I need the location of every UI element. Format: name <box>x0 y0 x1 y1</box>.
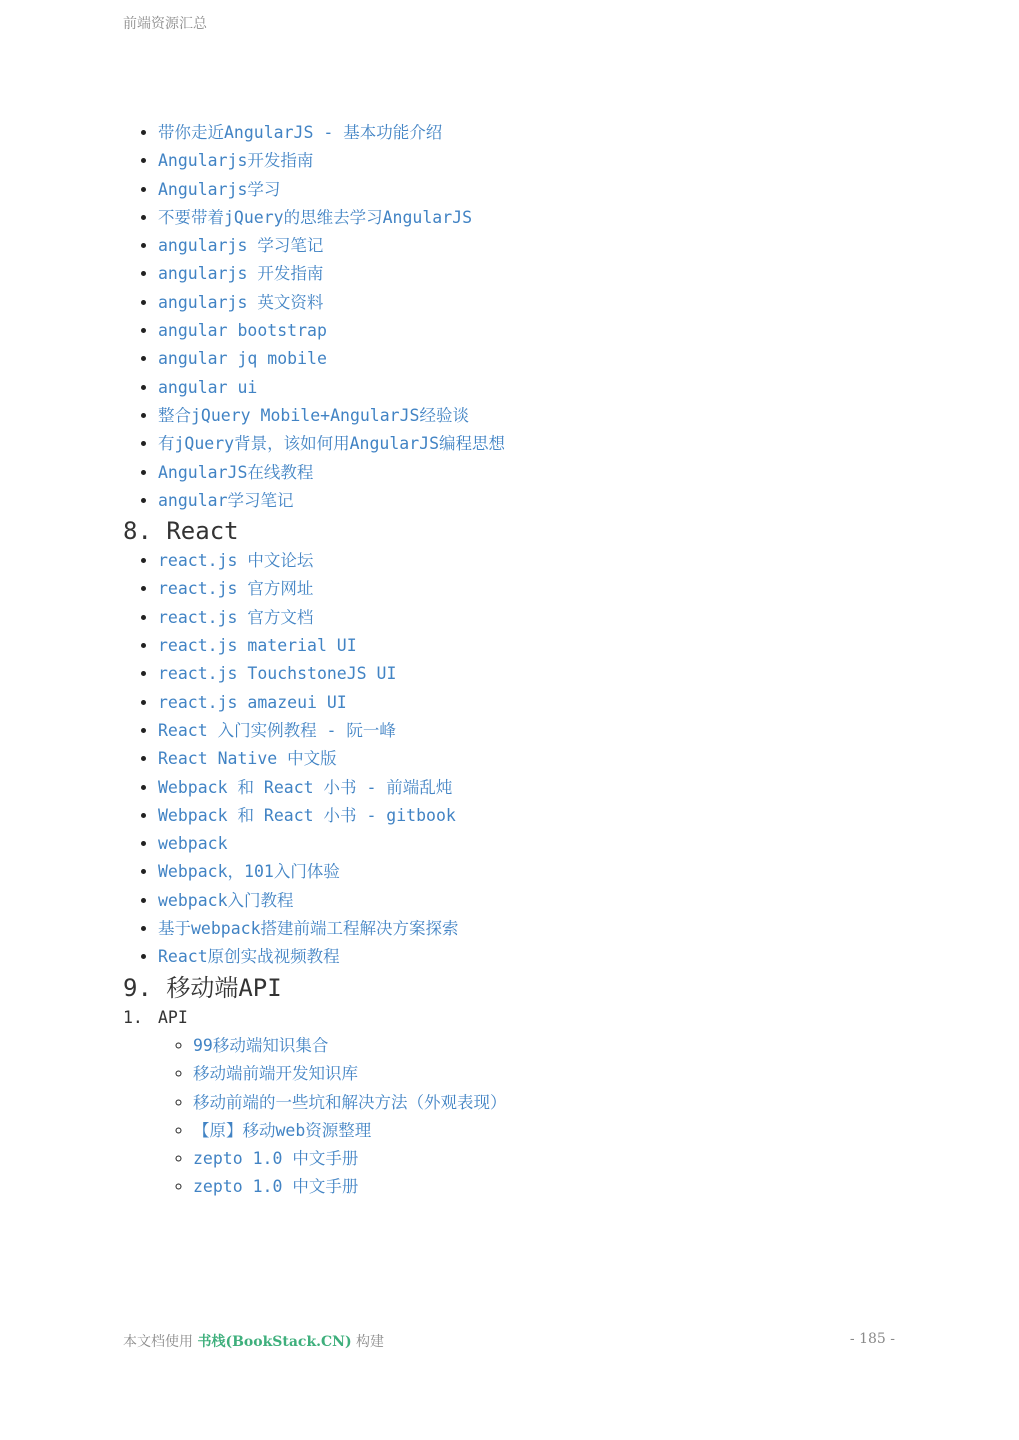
link[interactable]: react.js TouchstoneJS UI <box>158 664 397 684</box>
link[interactable]: React Native 中文版 <box>158 749 337 769</box>
list-item <box>158 260 903 288</box>
list-item <box>158 632 903 660</box>
list-item <box>193 1173 903 1201</box>
list-item <box>158 317 903 345</box>
link[interactable]: webpack <box>158 834 228 854</box>
list-item <box>158 830 903 858</box>
list-item <box>158 802 903 830</box>
list-item <box>158 547 903 575</box>
list-item <box>158 689 903 717</box>
list-item <box>158 176 903 204</box>
link[interactable]: React 入门实例教程 - 阮一峰 <box>158 720 396 740</box>
link[interactable]: Angularjs学习 <box>158 179 281 199</box>
footer-brand-link[interactable]: 书栈(BookStack.CN) <box>197 1334 352 1350</box>
list-item <box>158 745 903 773</box>
mobile-api-list <box>123 1004 903 1202</box>
footer-credit <box>123 1331 384 1351</box>
list-item <box>193 1060 903 1088</box>
list-item <box>193 1089 903 1117</box>
link[interactable]: angular jq mobile <box>158 349 327 369</box>
list-item <box>158 774 903 802</box>
link[interactable]: angularjs 英文资料 <box>158 292 324 312</box>
item-number: 1. <box>123 1007 143 1027</box>
link[interactable]: angularjs 学习笔记 <box>158 236 324 256</box>
link[interactable]: react.js 官方文档 <box>158 607 314 627</box>
section-heading-mobile-api: 9. 移动端API <box>123 973 282 1002</box>
link[interactable]: react.js amazeui UI <box>158 692 347 712</box>
link[interactable]: angular学习笔记 <box>158 490 294 510</box>
link[interactable]: 移动前端的一些坑和解决方法（外观表现） <box>193 1092 507 1112</box>
link[interactable]: 【原】移动web资源整理 <box>193 1120 372 1140</box>
list-item <box>158 459 903 487</box>
link[interactable]: 不要带着jQuery的思维去学习AngularJS <box>158 207 473 227</box>
list-item <box>158 289 903 317</box>
list-item <box>158 430 903 458</box>
item-label: API <box>158 1007 188 1027</box>
list-item <box>193 1117 903 1145</box>
link[interactable]: Webpack 和 React 小书 - 前端乱炖 <box>158 777 453 797</box>
page-content <box>123 119 903 1202</box>
link[interactable]: angular bootstrap <box>158 321 327 341</box>
link[interactable]: 基于webpack搭建前端工程解决方案探索 <box>158 919 459 939</box>
footer-suffix: 构建 <box>351 1334 385 1350</box>
link[interactable]: AngularJS在线教程 <box>158 462 314 482</box>
link[interactable]: 99移动端知识集合 <box>193 1035 329 1055</box>
link[interactable]: Webpack 和 React 小书 - gitbook <box>158 805 456 825</box>
link[interactable]: 整合jQuery Mobile+AngularJS经验谈 <box>158 405 469 425</box>
list-item <box>193 1032 903 1060</box>
link[interactable]: Webpack，101入门体验 <box>158 862 340 882</box>
list-item <box>158 232 903 260</box>
link[interactable]: Angularjs开发指南 <box>158 151 314 171</box>
list-item <box>158 604 903 632</box>
list-item <box>158 858 903 886</box>
link[interactable]: 有jQuery背景，该如何用AngularJS编程思想 <box>158 434 506 454</box>
link[interactable]: react.js 官方网址 <box>158 579 314 599</box>
mobile-api-sublist <box>123 1032 903 1202</box>
angular-link-list <box>123 119 903 515</box>
link[interactable]: 移动端前端开发知识库 <box>193 1064 358 1084</box>
list-item <box>158 575 903 603</box>
link[interactable]: webpack入门教程 <box>158 890 294 910</box>
link[interactable]: react.js 中文论坛 <box>158 551 314 571</box>
list-item <box>158 119 903 147</box>
link[interactable]: angularjs 开发指南 <box>158 264 324 284</box>
list-item <box>193 1145 903 1173</box>
list-item <box>158 345 903 373</box>
list-item <box>158 943 903 971</box>
link[interactable]: zepto 1.0 中文手册 <box>193 1149 359 1169</box>
link[interactable]: react.js material UI <box>158 636 357 656</box>
section-heading-react: 8. React <box>123 517 239 546</box>
list-item <box>158 147 903 175</box>
link[interactable]: 带你走近AngularJS - 基本功能介绍 <box>158 123 443 142</box>
list-item <box>158 204 903 232</box>
list-item <box>158 717 903 745</box>
link[interactable]: angular ui <box>158 377 258 397</box>
list-item <box>158 487 903 515</box>
list-item <box>158 402 903 430</box>
list-item <box>158 374 903 402</box>
page-number: - 185 - <box>849 1331 895 1347</box>
running-header: 前端资源汇总 <box>123 16 207 32</box>
link[interactable]: zepto 1.0 中文手册 <box>193 1177 359 1197</box>
list-item <box>158 915 903 943</box>
react-link-list <box>123 547 903 971</box>
link[interactable]: React原创实战视频教程 <box>158 947 340 967</box>
list-item <box>158 660 903 688</box>
list-item <box>158 887 903 915</box>
numbered-item <box>123 1004 903 1202</box>
footer-prefix: 本文档使用 <box>123 1334 198 1350</box>
